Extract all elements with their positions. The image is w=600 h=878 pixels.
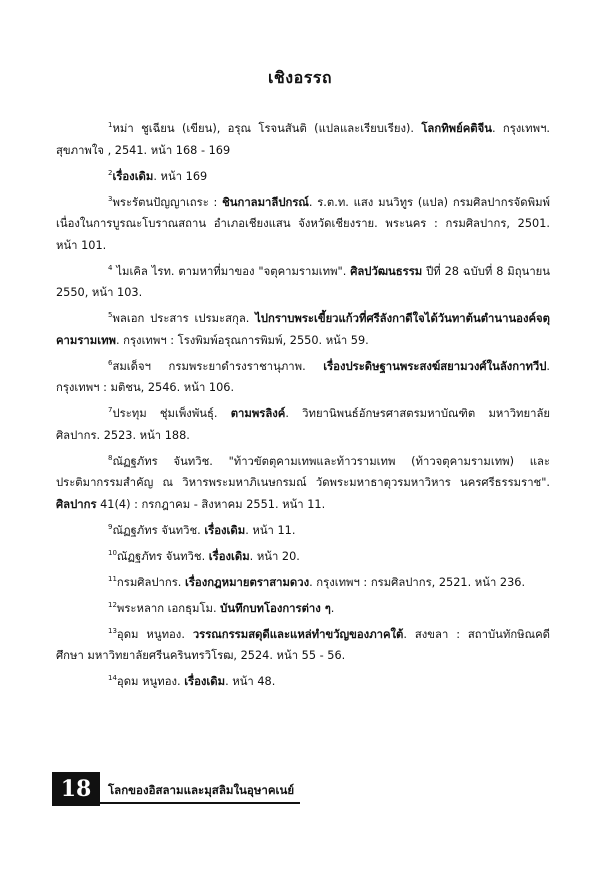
footnote xyxy=(56,546,550,568)
footnote xyxy=(56,572,550,594)
footnote-text: . กรุงเทพฯ : กรมศิลปากร, 2521. หน้า 236. xyxy=(309,575,526,589)
footnote-marker: 14 xyxy=(108,674,117,682)
footnote-marker: 8 xyxy=(108,453,113,462)
running-title: โลกของอิสลามและมุสลิมในอุษาคเนย์ xyxy=(108,783,295,797)
footnote-marker: 7 xyxy=(108,406,113,414)
page-title: เชิงอรรถ xyxy=(267,68,333,87)
footnote-text: . ร.ต.ท. แสง มนวิทูร (แปล) กรมศิลปากรจัดพิมพ์ เนื่องในการบูรณะโบราณสถาน อำเภอเชียงแสน จังหวัดเชียงราย. พระนคร : กรมศิลปากร, 2501. หน้า 101. xyxy=(56,195,550,252)
footnote-title: ตามพรลิงค์ xyxy=(230,407,286,420)
footnote-text: กรมศิลปากร. xyxy=(116,575,185,589)
footnote-text: . xyxy=(330,601,335,615)
footnote-text: พลเอก ประสาร เปรมะสกุล. xyxy=(112,312,256,325)
footnote-marker: 3 xyxy=(108,194,113,203)
footnote-marker: 13 xyxy=(108,626,117,635)
footnote-title: เรื่องเดิม xyxy=(204,523,246,537)
footnote-title: ชินกาลมาลีปกรณ์ xyxy=(222,195,309,209)
footnote xyxy=(56,403,550,446)
footnote-marker: 5 xyxy=(108,311,113,319)
footnote-text: ปีที่ 28 ฉบับที่ 8 มิถุนายน 2550, หน้า 103. xyxy=(56,264,550,299)
footnote xyxy=(56,671,550,693)
footnote xyxy=(56,356,550,399)
footnote-text: สมเด็จฯ กรมพระยาดำรงราชานุภาพ. xyxy=(112,359,324,373)
footnote xyxy=(56,166,550,188)
footnote-marker: 6 xyxy=(108,358,113,367)
page-number-badge xyxy=(52,772,100,806)
footnote-text: . กรุงเทพฯ : โรงพิมพ์อรุณการพิมพ์, 2550. หน้า 59. xyxy=(115,333,369,347)
footnote-text: . หน้า 169 xyxy=(153,169,208,183)
footnote-title: เรื่องประดิษฐานพระสงฆ์สยามวงศ์ในลังกาทวีป xyxy=(323,359,547,373)
footnote-title: บันทึกบทโองการต่าง ๆ xyxy=(220,601,331,615)
footnote-text: . วิทยานิพนธ์อักษรศาสตรมหาบัณฑิต มหาวิทยาลัยศิลปากร. 2523. หน้า 188. xyxy=(56,407,550,442)
footnote-text: . หน้า 20. xyxy=(249,549,300,563)
footnote xyxy=(56,451,550,516)
footnote-marker: 11 xyxy=(108,574,117,583)
footnote-text: พระรัตนปัญญาเถระ : xyxy=(112,195,223,209)
footnote-marker: 10 xyxy=(108,548,117,557)
footnote-title: เรื่องเดิม xyxy=(208,549,250,563)
footnote-marker: 9 xyxy=(108,522,113,531)
footnote-text: พระหลาก เอกธุมโม. xyxy=(116,601,221,615)
footnote xyxy=(56,308,550,351)
footnote-text: ประทุม ชุ่มเพ็งพันธุ์. xyxy=(112,407,231,420)
footnote-title: เรื่องเดิม xyxy=(184,675,226,688)
footnote-title: วรรณกรรมสดุดีและแหล่ทำขวัญของภาคใต้ xyxy=(192,627,404,641)
footnote-text: ไมเคิล ไรท. ตามหาที่มาของ "จตุคามรามเทพ". xyxy=(112,264,351,278)
footnote-text: . หน้า 48. xyxy=(225,675,276,688)
footnote-title: ศิลปวัฒนธรรม xyxy=(350,264,423,278)
footnote-marker: 12 xyxy=(108,600,117,609)
footnotes-list xyxy=(56,118,550,697)
footnote-text: . กรุงเทพฯ : มติชน, 2546. หน้า 106. xyxy=(56,359,550,394)
footnote-text: . สงขลา : สถาบันทักษิณคดีศึกษา มหาวิทยาลัยศรีนครินทรวิโรฒ, 2524. หน้า 55 - 56. xyxy=(56,627,550,662)
footnote xyxy=(56,624,550,667)
footnote-text: . กรุงเทพฯ. สุขภาพใจ , 2541. หน้า 168 - 169 xyxy=(56,122,550,157)
footnote-title: โลกทิพย์คติจีน xyxy=(421,122,492,135)
footnote-text: . หน้า 11. xyxy=(245,523,296,537)
footnote-text: อุดม หนูทอง. xyxy=(116,627,193,641)
footnote-title: ศิลปากร xyxy=(56,497,97,511)
footnote xyxy=(56,598,550,620)
footnote-marker: 2 xyxy=(108,168,113,177)
footnote-title: เรื่องเดิม xyxy=(112,169,154,183)
footnote-text: ณัฏฐภัทร จันทวิช. "ท้าวขัตตุคามเทพและท้าวรามเทพ (ท้าวจตุคามรามเทพ) และประติมากรรมสำคัญ ณ วิหารพระมหาภิเนษกรมณ์ วัดพระมหาธาตุวรมหาวิหาร นครศรีธรรมราช". xyxy=(56,454,550,489)
footnote xyxy=(56,118,550,161)
footnote-text: 41(4) : กรกฎาคม - สิงหาคม 2551. หน้า 11. xyxy=(96,497,326,511)
footnote-marker: 4 xyxy=(108,263,113,272)
footnote-title: ไปกราบพระเขี้ยวแก้วที่ศรีลังกาดีใจได้วันทาต้นตำนานองค์จตุคามรามเทพ xyxy=(56,312,550,347)
footnote-text: อุดม หนูทอง. xyxy=(116,675,185,688)
footnote-text: ณัฏฐภัทร จันทวิช. xyxy=(112,523,205,537)
footnote-text: ณัฏฐภัทร จันทวิช. xyxy=(116,549,209,563)
page-number: 18 xyxy=(60,776,92,802)
footnote xyxy=(56,261,550,304)
footer-rule xyxy=(100,802,300,804)
footnote xyxy=(56,192,550,257)
footnote-marker: 1 xyxy=(108,121,113,129)
footnote xyxy=(56,520,550,542)
footnote-title: เรื่องกฎหมายตราสามดวง xyxy=(184,575,310,589)
footnote-text: หม่า ชูเฉียน (เขียน), อรุณ โรจนสันติ (แปลและเรียบเรียง). xyxy=(112,122,422,135)
